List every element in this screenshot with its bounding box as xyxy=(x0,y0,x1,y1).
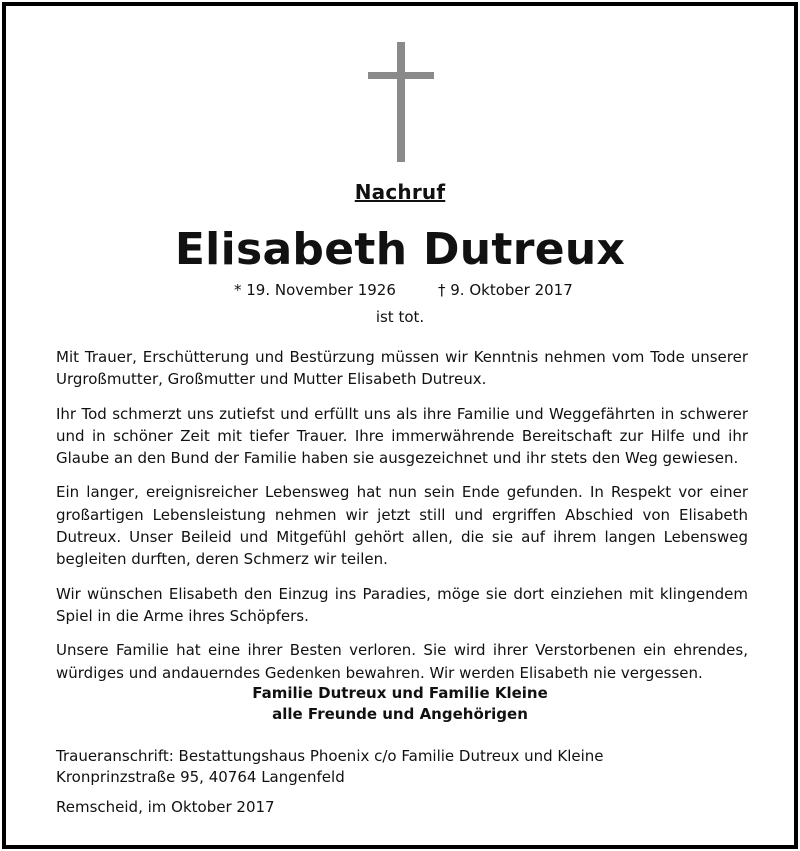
body-paragraph: Unsere Familie hat eine ihrer Besten verloren. Sie wird ihrer Verstorbenen ein ehrendes, würdiges und andauerndes Gedenken bewahren. Wir werden Elisabeth nie vergessen. xyxy=(56,641,748,682)
deceased-name: Elisabeth Dutreux xyxy=(174,224,626,275)
mourning-address xyxy=(56,746,604,788)
address-line: Traueranschrift: Bestattungshaus Phoenix c/o Familie Dutreux und Kleine xyxy=(56,747,604,765)
signature xyxy=(6,683,794,725)
birth-date: * 19. November 1926 xyxy=(234,281,396,299)
signature-line: alle Freunde und Angehörigen xyxy=(272,705,528,723)
body-paragraph: Ein langer, ereignisreicher Lebensweg hat nun sein Ende gefunden. In Respekt vor einer großartigen Lebensleistung nehmen wir jetzt still und ergriffen Abschied von Elisabeth Dutreux. Unser Beileid und Mitgefühl gehört allen, die sie auf ihrem langen Lebensweg begleiten durften, deren Schmerz wir teilen. xyxy=(56,483,748,569)
place-date: Remscheid, im Oktober 2017 xyxy=(56,798,275,816)
notice-heading: Nachruf xyxy=(354,180,446,204)
notice-body xyxy=(56,346,748,696)
signature-line: Familie Dutreux und Familie Kleine xyxy=(252,684,548,702)
death-date: † 9. Oktober 2017 xyxy=(438,281,573,299)
status-line: ist tot. xyxy=(375,308,425,326)
cross-icon xyxy=(368,42,434,162)
address-line: Kronprinzstraße 95, 40764 Langenfeld xyxy=(56,768,345,786)
obituary-notice xyxy=(2,2,798,849)
body-paragraph: Ihr Tod schmerzt uns zutiefst und erfüllt uns als ihre Familie und Weggefährten in schwerer und in schöner Zeit mit tiefer Trauer. Ihre immerwährende Bereitschaft zur Hilfe und ihr Glaube an den Bund der Familie haben sie ausgezeichnet und ihr stets den Weg gewiesen. xyxy=(56,404,748,468)
body-paragraph: Wir wünschen Elisabeth den Einzug ins Paradies, möge sie dort einziehen mit klingendem Spiel in die Arme ihres Schöpfers. xyxy=(56,584,748,625)
body-paragraph: Mit Trauer, Erschütterung und Bestürzung müssen wir Kenntnis nehmen vom Tode unserer Urgroßmutter, Großmutter und Mutter Elisabeth Dutreux. xyxy=(56,348,748,389)
